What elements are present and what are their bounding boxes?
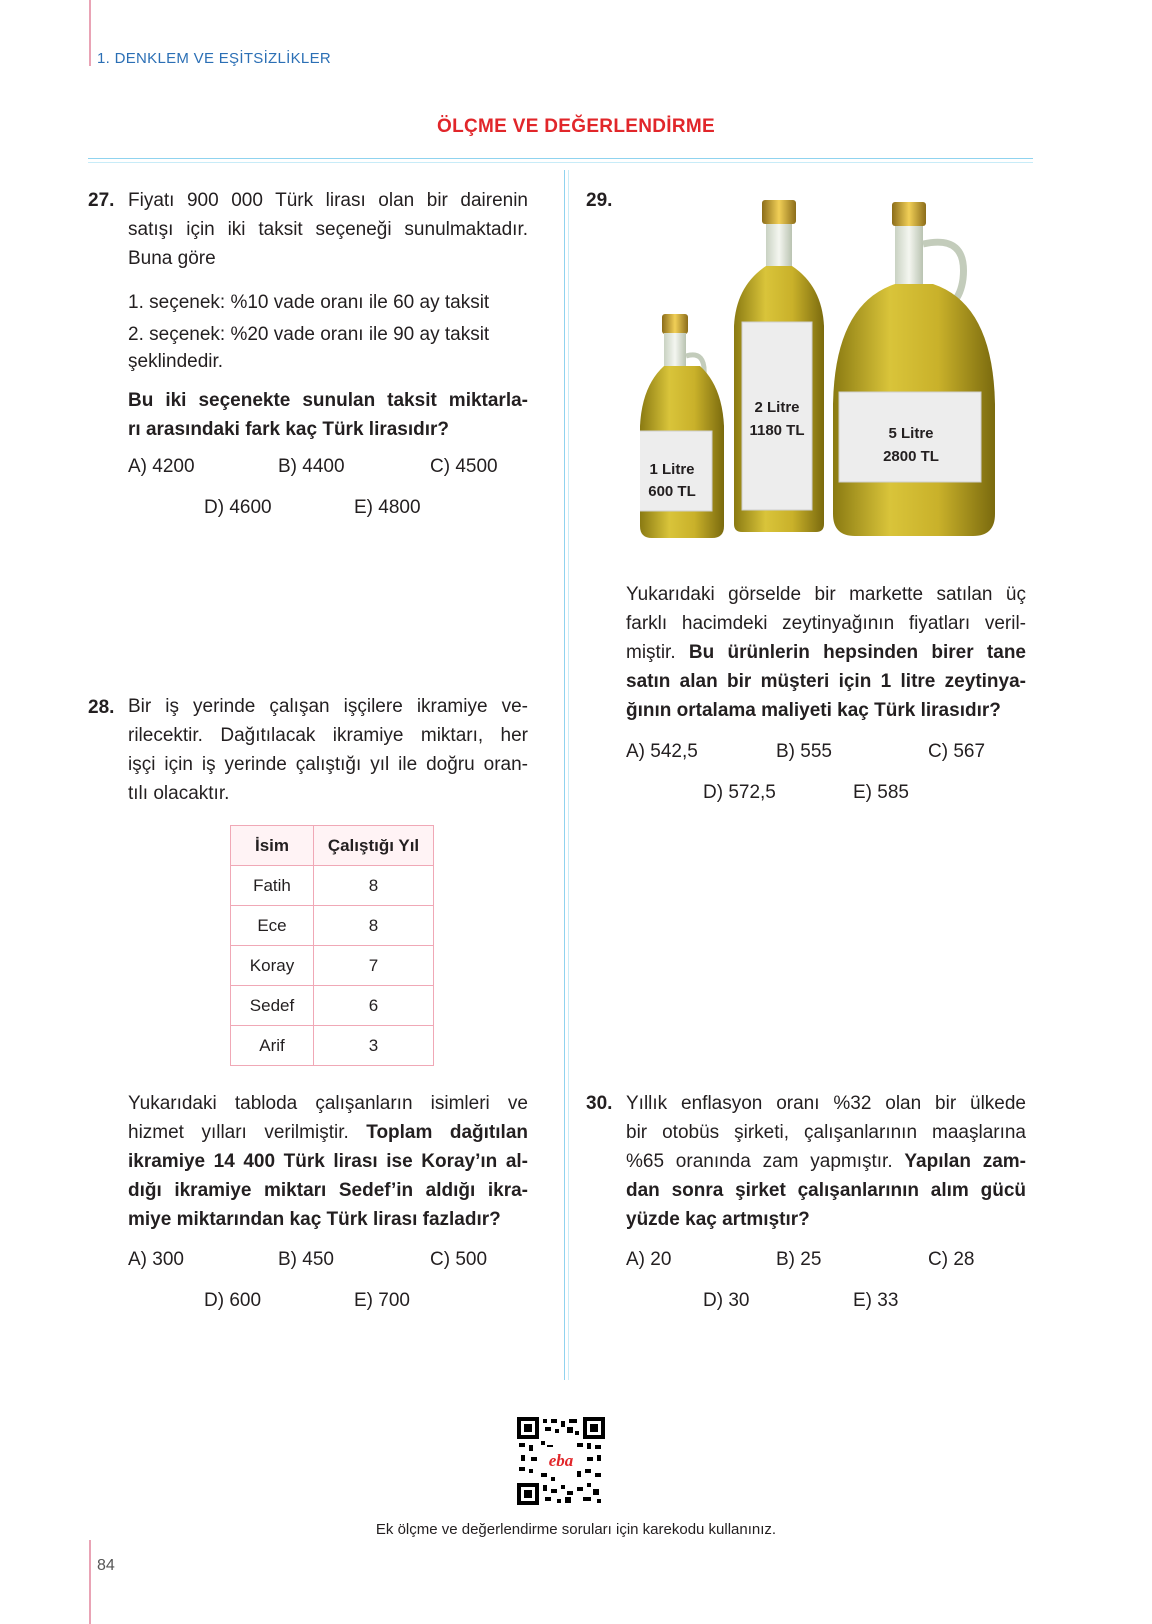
- q28-text-plain: hizmet yılları verilmiştir.: [128, 1122, 367, 1143]
- q30-text-line: dan sonra şirket çalışanlarının alım gücü: [626, 1180, 1026, 1201]
- q28-line: tılı olacaktır.: [128, 783, 230, 804]
- question-27-options-text: [128, 286, 528, 374]
- q30-text-line: bir otobüs şirketi, çalışanlarının maaşlarına: [626, 1122, 1026, 1143]
- q29-text-line: ğının ortalama maliyeti kaç Türk lirasıdır?: [626, 700, 1001, 721]
- q27-answer-d[interactable]: D) 4600: [204, 497, 272, 518]
- q27-option-2-cont: şeklindedir.: [128, 351, 224, 372]
- q27-option-2: 2. seçenek: %20 vade oranı ile 90 ay taksit: [128, 324, 490, 345]
- table-row: [231, 986, 434, 1026]
- q30-text-bold: Yapılan zam-: [904, 1151, 1026, 1172]
- table-row: [231, 866, 434, 906]
- q28-text-line: dığı ikramiye miktarı Sedef’in aldığı ikra-: [128, 1180, 528, 1201]
- q30-text-line: yüzde kaç artmıştır?: [626, 1209, 810, 1230]
- table-cell-name: Ece: [231, 906, 314, 946]
- q30-answer-b[interactable]: B) 25: [776, 1249, 822, 1270]
- q29-answer-b[interactable]: B) 555: [776, 741, 832, 762]
- table-cell-years: 6: [314, 986, 434, 1026]
- divider-top-inner: [88, 162, 1033, 163]
- q28-answer-c[interactable]: C) 500: [430, 1249, 488, 1270]
- bottle-1-volume: 1 Litre: [649, 461, 695, 478]
- q27-answer-c[interactable]: C) 4500: [430, 456, 498, 477]
- table-header-row: [231, 826, 434, 866]
- column-divider-inner: [568, 170, 569, 1380]
- eba-logo-text: eba: [548, 1451, 574, 1470]
- question-number-27: 27.: [88, 190, 115, 211]
- q28-answer-b[interactable]: B) 450: [278, 1249, 334, 1270]
- question-28-body: [128, 1089, 528, 1234]
- q29-answer-c[interactable]: C) 567: [928, 741, 986, 762]
- q28-line: Bir iş yerinde çalışan işçilere ikramiye ve-: [128, 696, 528, 717]
- question-number-29: 29.: [586, 190, 613, 211]
- table-cell-name: Sedef: [231, 986, 314, 1026]
- margin-rule-top: [89, 0, 91, 66]
- table-row: [231, 906, 434, 946]
- olive-oil-bottles-image: [640, 196, 1020, 554]
- table-row: [231, 946, 434, 986]
- q29-answer-e[interactable]: E) 585: [853, 782, 909, 803]
- table-cell-years: 8: [314, 866, 434, 906]
- question-30-body: [626, 1089, 1026, 1234]
- q29-answer-d[interactable]: D) 572,5: [703, 782, 776, 803]
- question-27-prompt: [128, 386, 528, 444]
- table-header-name: İsim: [231, 826, 314, 866]
- q27-prompt-line: rı arasındaki fark kaç Türk lirasıdır?: [128, 419, 450, 440]
- table-cell-name: Arif: [231, 1026, 314, 1066]
- q28-line: işçi için iş yerinde çalıştığı yıl ile doğru oran-: [128, 754, 528, 775]
- divider-top: [88, 158, 1033, 159]
- q30-answer-a[interactable]: A) 20: [626, 1249, 672, 1270]
- q27-line: satışı için iki taksit seçeneği sunulmaktadır.: [128, 219, 528, 240]
- q28-answer-e[interactable]: E) 700: [354, 1290, 410, 1311]
- employee-table: [230, 825, 434, 1066]
- page-number: 84: [97, 1557, 115, 1574]
- q27-prompt-line: Bu iki seçenekte sunulan taksit miktarla-: [128, 390, 528, 411]
- q30-answer-e[interactable]: E) 33: [853, 1290, 899, 1311]
- table-header-years: Çalıştığı Yıl: [314, 826, 434, 866]
- q27-option-1: 1. seçenek: %10 vade oranı ile 60 ay taksit: [128, 292, 490, 313]
- column-divider: [564, 170, 565, 1380]
- table-cell-years: 3: [314, 1026, 434, 1066]
- q28-text-line: miye miktarından kaç Türk lirası fazladır?: [128, 1209, 501, 1230]
- margin-rule-bottom: [89, 1540, 91, 1624]
- q29-answer-a[interactable]: A) 542,5: [626, 741, 698, 762]
- bottle-2-litre: [734, 200, 824, 532]
- question-number-30: 30.: [586, 1093, 613, 1114]
- question-28-stem: [128, 692, 528, 808]
- question-27-stem: [128, 186, 528, 273]
- section-title: ÖLÇME VE DEĞERLENDİRME: [437, 116, 715, 137]
- chapter-title: 1. DENKLEM VE EŞİTSİZLİKLER: [97, 50, 332, 67]
- q27-line: Buna göre: [128, 248, 216, 269]
- bottle-2-price: 1180 TL: [749, 422, 805, 439]
- q28-text-bold: Toplam dağıtılan: [366, 1122, 528, 1143]
- bottle-1-price: 600 TL: [648, 483, 696, 500]
- table-cell-name: Koray: [231, 946, 314, 986]
- q29-text-plain: miştir.: [626, 642, 689, 663]
- q29-text-line: Yukarıdaki görselde bir markette satılan üç: [626, 584, 1026, 605]
- q28-text-line: Yukarıdaki tabloda çalışanların isimleri ve: [128, 1093, 528, 1114]
- qr-code-icon[interactable]: [517, 1417, 605, 1505]
- q28-text-line: [128, 1118, 528, 1147]
- q28-answer-a[interactable]: A) 300: [128, 1249, 184, 1270]
- question-29-body: [626, 580, 1026, 725]
- q27-line: Fiyatı 900 000 Türk lirası olan bir dairenin: [128, 190, 528, 211]
- q28-line: rilecektir. Dağıtılacak ikramiye miktarı, her: [128, 725, 528, 746]
- table-cell-years: 8: [314, 906, 434, 946]
- q28-text-line: ikramiye 14 400 Türk lirası ise Koray’ın al-: [128, 1151, 528, 1172]
- bottle-5-volume: 5 Litre: [888, 425, 934, 442]
- q29-text-bold: Bu ürünlerin hepsinden birer tane: [688, 642, 1026, 663]
- q30-answer-c[interactable]: C) 28: [928, 1249, 975, 1270]
- q27-answer-b[interactable]: B) 4400: [278, 456, 345, 477]
- q27-answer-e[interactable]: E) 4800: [354, 497, 421, 518]
- table-row: [231, 1026, 434, 1066]
- bottle-5-price: 2800 TL: [883, 448, 939, 465]
- question-number-28: 28.: [88, 697, 115, 718]
- bottle-5-litre: [833, 202, 995, 536]
- q29-text-line: [626, 638, 1026, 667]
- q29-text-line: farklı hacimdeki zeytinyağının fiyatları veril-: [626, 613, 1026, 634]
- q30-answer-d[interactable]: D) 30: [703, 1290, 750, 1311]
- table-cell-years: 7: [314, 946, 434, 986]
- q30-text-line: Yıllık enflasyon oranı %32 olan bir ülkede: [626, 1093, 1026, 1114]
- q29-text-line: satın alan bir müşteri için 1 litre zeytinya-: [626, 671, 1026, 692]
- qr-caption: Ek ölçme ve değerlendirme soruları için karekodu kullanınız.: [375, 1521, 777, 1538]
- bottle-2-volume: 2 Litre: [754, 399, 800, 416]
- q27-answer-a[interactable]: A) 4200: [128, 456, 195, 477]
- q28-answer-d[interactable]: D) 600: [204, 1290, 262, 1311]
- bottle-1-litre: [640, 314, 724, 538]
- table-cell-name: Fatih: [231, 866, 314, 906]
- q30-text-line: [626, 1147, 1026, 1176]
- q30-text-plain: %65 oranında zam yapmıştır.: [626, 1151, 905, 1172]
